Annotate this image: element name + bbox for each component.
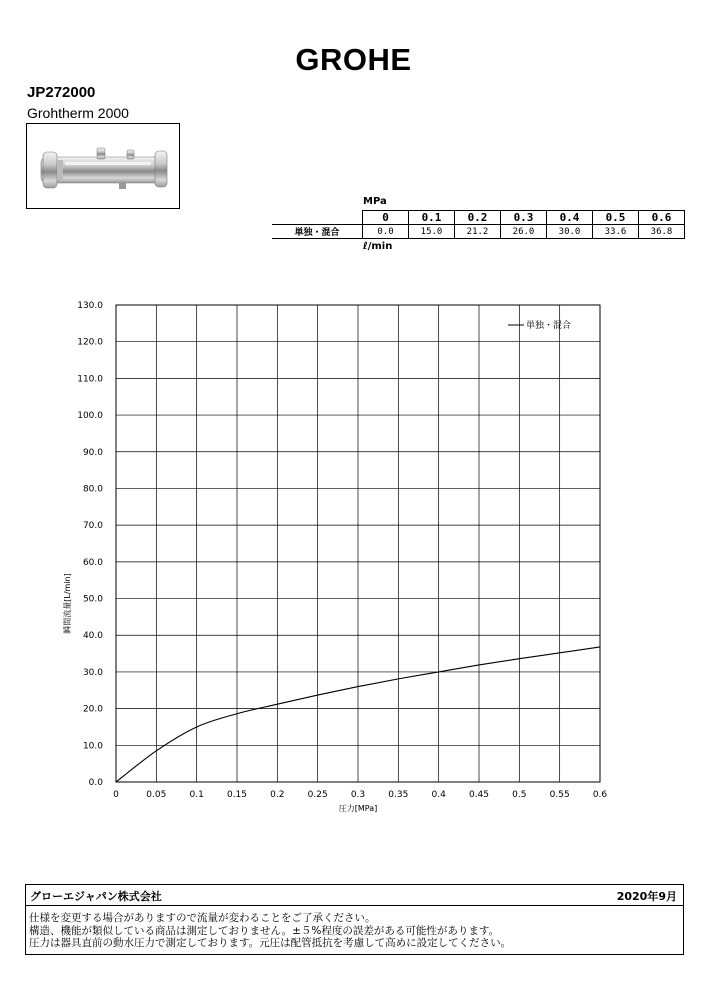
pressure-cell: 0.2 [455,211,501,225]
note-line: 圧力は器具直前の動水圧力で測定しております。元圧は配管抵抗を考慮して高めに設定してください。 [29,937,512,949]
y-tick-label: 120.0 [77,337,103,348]
y-tick-label: 0.0 [88,778,103,788]
flow-unit-label: ℓ/min [363,241,393,252]
company-name: グローエジャパン株式会社 [30,890,162,903]
x-tick-label: 0.5 [512,790,527,800]
y-tick-label: 60.0 [82,557,103,568]
y-tick-label: 10.0 [82,741,103,752]
flow-cell: 36.8 [639,225,685,239]
footer-header [26,885,683,906]
y-tick-label: 30.0 [82,667,103,678]
y-tick-label: 80.0 [82,484,103,495]
x-tick-label: 0.55 [549,790,570,800]
y-axis-title: 瞬間流量[L/min] [63,573,72,634]
pressure-cell: 0.3 [501,211,547,225]
pressure-unit-label: MPa [363,196,387,207]
publication-date: 2020年9月 [616,890,677,903]
x-tick-label: 0.1 [189,790,204,800]
pressure-cell: 0.1 [409,211,455,225]
x-axis-title: 圧力[MPa] [338,804,378,813]
product-name: Grohtherm 2000 [27,105,129,121]
y-tick-label: 110.0 [77,374,103,385]
y-tick-label: 40.0 [82,631,103,642]
y-tick-label: 130.0 [77,301,103,311]
pressure-cell: 0.6 [639,211,685,225]
flow-cell: 30.0 [547,225,593,239]
x-tick-label: 0.15 [226,790,248,800]
footer-notes [26,906,683,950]
x-tick-label: 0.05 [146,790,167,800]
model-number: JP272000 [27,84,96,101]
flow-cell: 15.0 [409,225,455,239]
x-tick-label: 0.2 [270,790,285,800]
pressure-cell: 0 [363,211,409,225]
y-tick-label: 50.0 [82,594,103,605]
x-tick-label: 0.45 [468,790,490,800]
legend-label: 単独・混合 [526,321,572,331]
pressure-cell: 0.5 [593,211,639,225]
y-tick-label: 20.0 [82,704,103,715]
x-tick-label: 0.6 [592,790,608,800]
flow-cell: 21.2 [455,225,501,239]
flow-cell: 0.0 [363,225,409,239]
y-tick-label: 100.0 [77,411,103,422]
footer-box [25,884,684,955]
row-label: 単独・混合 [272,225,363,239]
x-tick-label: 0.25 [307,790,328,800]
x-tick-label: 0.4 [431,790,446,800]
x-tick-label: 0 [113,790,119,800]
note-line: 構造、機能が類似している商品は測定しておりません。±５%程度の誤差がある可能性があります。 [29,924,500,937]
flow-cell: 33.6 [593,225,639,239]
note-line: 仕様を変更する場合がありますので流量が変わることをご了承ください。 [29,912,376,924]
y-tick-label: 70.0 [82,521,103,532]
flow-cell: 26.0 [501,225,547,239]
x-tick-label: 0.3 [350,790,366,800]
brand-logo: GROHE [295,42,412,77]
x-tick-label: 0.35 [388,790,409,800]
pressure-cell: 0.4 [547,211,593,225]
y-tick-label: 90.0 [82,447,103,458]
